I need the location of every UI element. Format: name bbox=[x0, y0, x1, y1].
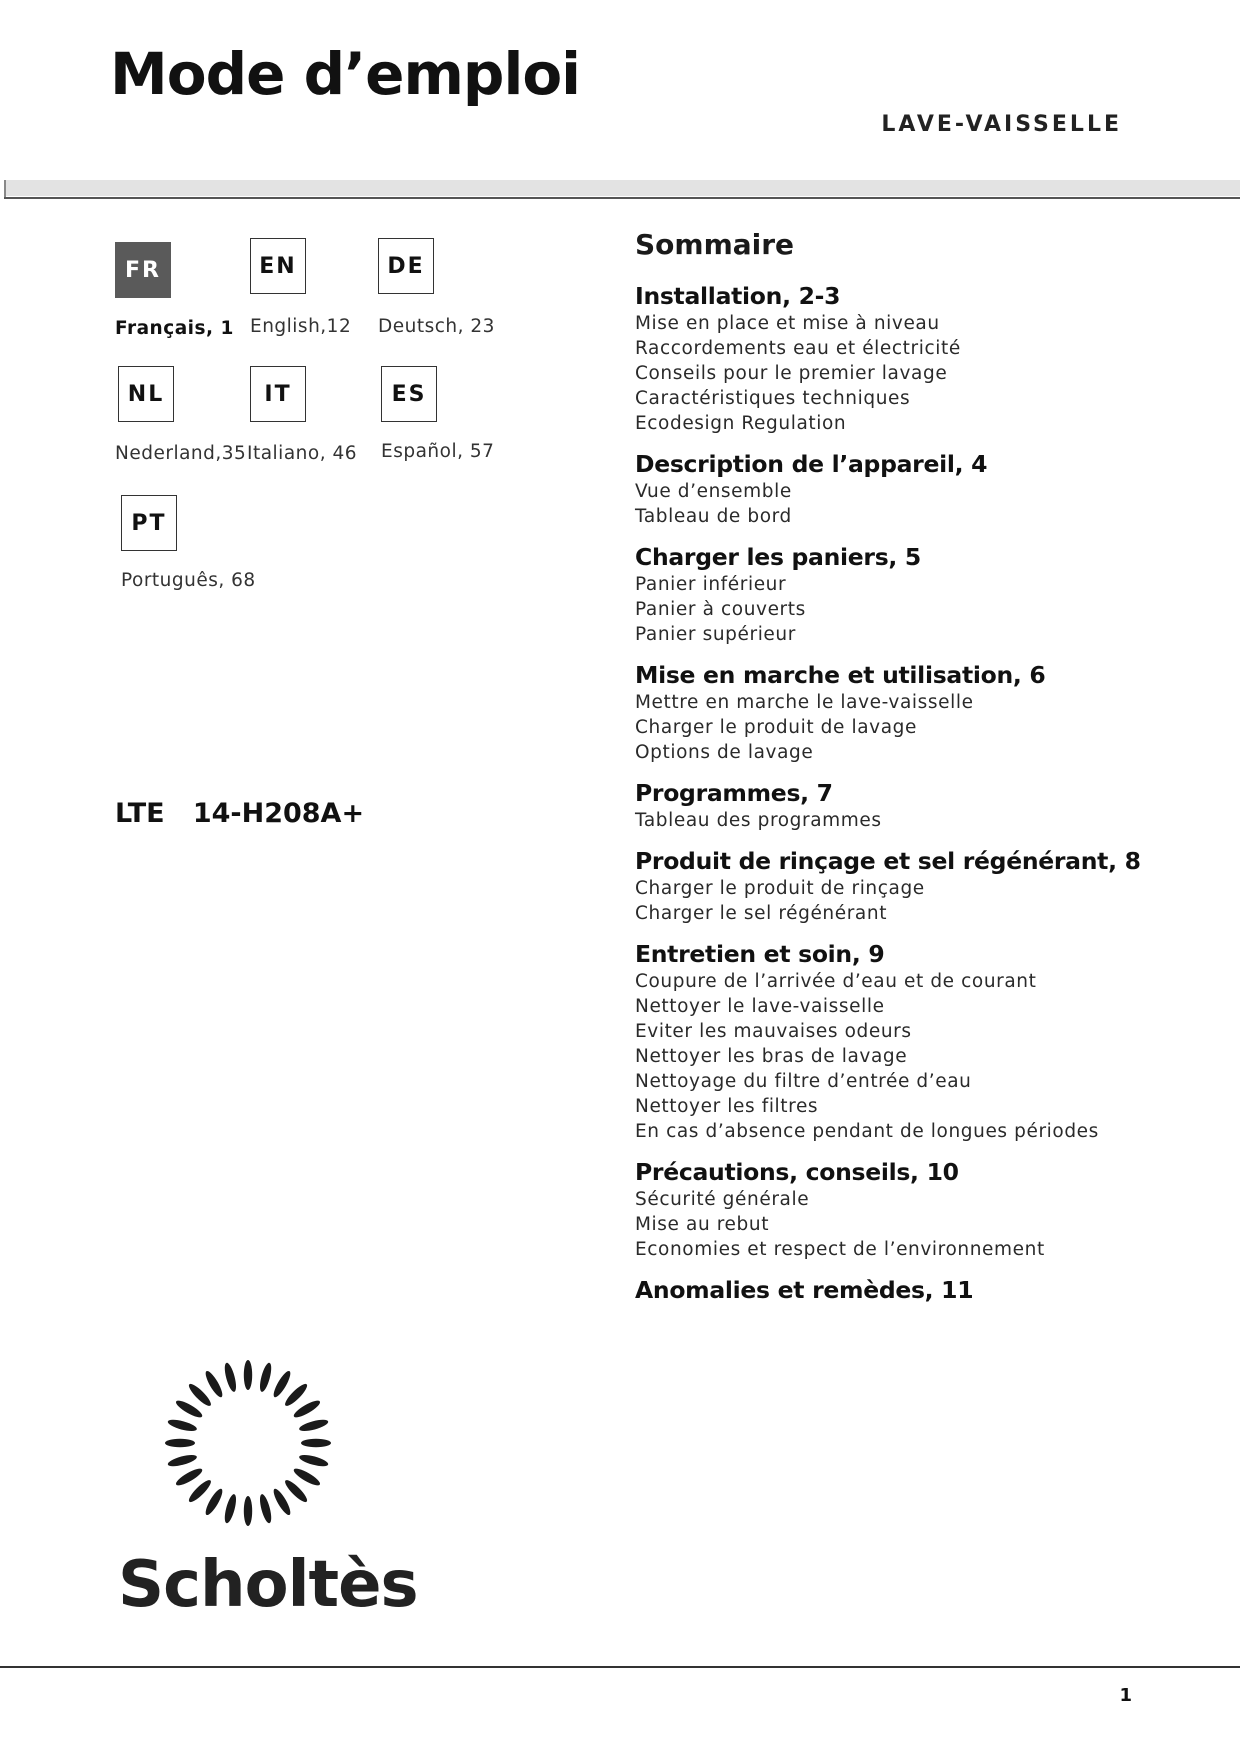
sun-ray bbox=[298, 1417, 329, 1433]
toc-item[interactable]: Tableau de bord bbox=[635, 506, 792, 527]
language-code: PT bbox=[131, 510, 167, 536]
sun-ray bbox=[283, 1381, 310, 1408]
toc-section-heading[interactable]: Anomalies et remèdes, 11 bbox=[635, 1276, 974, 1304]
sun-ray bbox=[258, 1493, 274, 1524]
language-label-fr[interactable]: Français, 1 bbox=[115, 318, 234, 339]
toc-item[interactable]: En cas d’absence pendant de longues périodes bbox=[635, 1121, 1099, 1142]
sun-ray bbox=[292, 1466, 322, 1488]
language-code: IT bbox=[264, 381, 292, 407]
language-label-nl[interactable]: Nederland,35 bbox=[115, 443, 247, 464]
sun-ray bbox=[301, 1439, 331, 1447]
sun-ray bbox=[167, 1453, 198, 1469]
language-button-de[interactable] bbox=[378, 238, 434, 294]
toc-sections bbox=[635, 281, 1195, 1305]
toc-item[interactable]: Panier supérieur bbox=[635, 624, 796, 645]
toc-section bbox=[635, 281, 1195, 436]
header-band bbox=[4, 180, 1240, 196]
toc-item[interactable]: Eviter les mauvaises odeurs bbox=[635, 1021, 912, 1042]
toc-item[interactable]: Nettoyage du filtre d’entrée d’eau bbox=[635, 1071, 972, 1092]
sun-ray bbox=[222, 1362, 238, 1393]
sun-ray bbox=[258, 1362, 274, 1393]
toc-item[interactable]: Ecodesign Regulation bbox=[635, 413, 847, 434]
sun-ray bbox=[244, 1496, 252, 1526]
sun-ray bbox=[203, 1487, 225, 1517]
header-tick bbox=[4, 180, 6, 198]
sun-ray bbox=[222, 1493, 238, 1524]
sun-ray bbox=[283, 1478, 310, 1505]
language-button-pt[interactable] bbox=[121, 495, 177, 551]
toc-item[interactable]: Charger le sel régénérant bbox=[635, 903, 888, 924]
toc-section bbox=[635, 846, 1195, 926]
toc-item[interactable]: Sécurité générale bbox=[635, 1189, 810, 1210]
toc-item[interactable]: Mise au rebut bbox=[635, 1214, 770, 1235]
toc-item[interactable]: Options de lavage bbox=[635, 742, 814, 763]
sun-ray bbox=[165, 1439, 195, 1447]
toc-section-heading[interactable]: Description de l’appareil, 4 bbox=[635, 450, 988, 478]
sun-ray bbox=[292, 1398, 322, 1420]
language-code: NL bbox=[127, 381, 165, 407]
toc-section bbox=[635, 939, 1195, 1144]
table-of-contents bbox=[635, 228, 1195, 1318]
model-designation bbox=[115, 798, 364, 829]
language-label-pt[interactable]: Português, 68 bbox=[121, 570, 256, 591]
sun-ray bbox=[186, 1381, 213, 1408]
language-label-es[interactable]: Español, 57 bbox=[381, 441, 495, 462]
toc-section-heading[interactable]: Entretien et soin, 9 bbox=[635, 940, 885, 968]
toc-section bbox=[635, 542, 1195, 647]
toc-item[interactable]: Panier inférieur bbox=[635, 574, 787, 595]
language-code: ES bbox=[391, 381, 427, 407]
language-code: DE bbox=[387, 253, 425, 279]
sun-ray bbox=[271, 1487, 293, 1517]
toc-item[interactable]: Mettre en marche le lave-vaisselle bbox=[635, 692, 974, 713]
toc-item[interactable]: Caractéristiques techniques bbox=[635, 388, 911, 409]
sun-ray bbox=[271, 1369, 293, 1399]
toc-section-heading[interactable]: Précautions, conseils, 10 bbox=[635, 1158, 959, 1186]
header-rule bbox=[4, 197, 1240, 199]
toc-section-heading[interactable]: Programmes, 7 bbox=[635, 779, 833, 807]
toc-item[interactable]: Mise en place et mise à niveau bbox=[635, 313, 940, 334]
toc-item[interactable]: Raccordements eau et électricité bbox=[635, 338, 961, 359]
toc-item[interactable]: Conseils pour le premier lavage bbox=[635, 363, 948, 384]
toc-section bbox=[635, 778, 1195, 833]
toc-title: Sommaire bbox=[635, 228, 795, 261]
sun-ray bbox=[203, 1369, 225, 1399]
sun-ray bbox=[167, 1417, 198, 1433]
toc-item[interactable]: Coupure de l’arrivée d’eau et de courant bbox=[635, 971, 1037, 992]
language-button-fr[interactable] bbox=[115, 242, 171, 298]
language-label-en[interactable]: English,12 bbox=[250, 316, 352, 337]
language-code: EN bbox=[259, 253, 297, 279]
sun-ray bbox=[244, 1360, 252, 1390]
toc-section-heading[interactable]: Charger les paniers, 5 bbox=[635, 543, 921, 571]
toc-item[interactable]: Vue d’ensemble bbox=[635, 481, 792, 502]
sun-ray bbox=[298, 1453, 329, 1469]
language-button-it[interactable] bbox=[250, 366, 306, 422]
sun-rays-logo-icon bbox=[118, 1348, 378, 1548]
toc-item[interactable]: Nettoyer les bras de lavage bbox=[635, 1046, 908, 1067]
toc-item[interactable]: Charger le produit de rinçage bbox=[635, 878, 925, 899]
toc-item[interactable]: Nettoyer le lave-vaisselle bbox=[635, 996, 885, 1017]
product-category: LAVE-VAISSELLE bbox=[881, 112, 1122, 137]
brand-name: Scholtès bbox=[118, 1548, 418, 1622]
sun-ray bbox=[174, 1466, 204, 1488]
language-button-en[interactable] bbox=[250, 238, 306, 294]
language-label-de[interactable]: Deutsch, 23 bbox=[378, 316, 495, 337]
page-number: 1 bbox=[1119, 1685, 1132, 1706]
toc-section bbox=[635, 1157, 1195, 1262]
toc-section bbox=[635, 1275, 1195, 1305]
toc-item[interactable]: Economies et respect de l’environnement bbox=[635, 1239, 1045, 1260]
model-number: 14-H208A+ bbox=[192, 798, 365, 829]
language-button-es[interactable] bbox=[381, 366, 437, 422]
toc-item[interactable]: Charger le produit de lavage bbox=[635, 717, 917, 738]
toc-section bbox=[635, 660, 1195, 765]
toc-section-heading[interactable]: Produit de rinçage et sel régénérant, 8 bbox=[635, 847, 1141, 875]
brand-logo bbox=[118, 1348, 418, 1628]
toc-item[interactable]: Tableau des programmes bbox=[635, 810, 882, 831]
language-button-nl[interactable] bbox=[118, 366, 174, 422]
sun-ray bbox=[174, 1398, 204, 1420]
toc-section bbox=[635, 449, 1195, 529]
language-label-it[interactable]: Italiano, 46 bbox=[247, 443, 358, 464]
footer-rule bbox=[0, 1666, 1240, 1668]
sun-ray bbox=[186, 1478, 213, 1505]
toc-item[interactable]: Nettoyer les filtres bbox=[635, 1096, 819, 1117]
toc-section-heading[interactable]: Mise en marche et utilisation, 6 bbox=[635, 661, 1046, 689]
page-title: Mode d’emploi bbox=[110, 40, 581, 108]
language-code: FR bbox=[125, 257, 161, 283]
model-series: LTE bbox=[115, 798, 165, 829]
toc-item[interactable]: Panier à couverts bbox=[635, 599, 806, 620]
toc-section-heading[interactable]: Installation, 2-3 bbox=[635, 282, 841, 310]
